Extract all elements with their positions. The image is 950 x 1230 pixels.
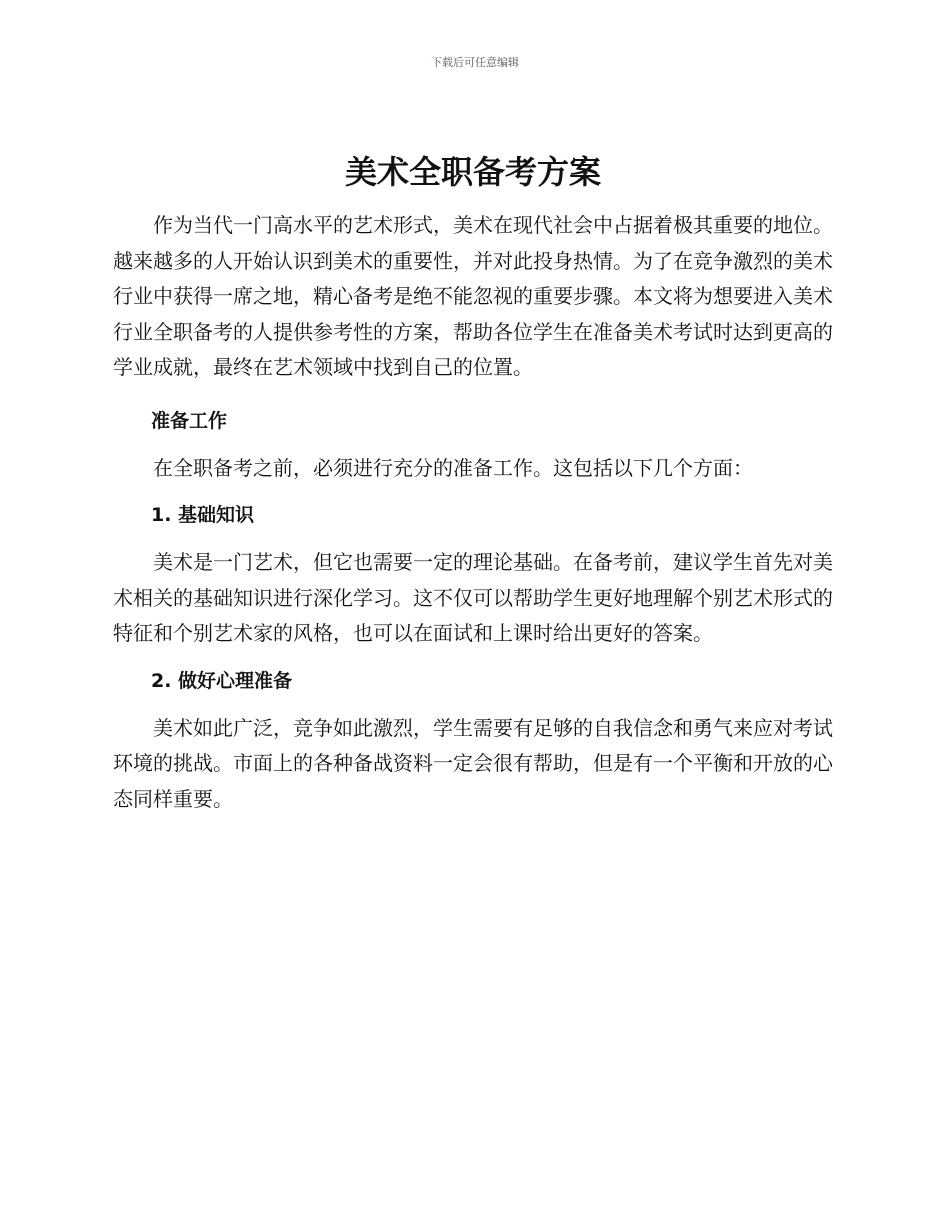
spacer <box>113 652 833 664</box>
spacer <box>113 486 833 498</box>
spacer <box>113 386 833 404</box>
intro-paragraph: 作为当代一门高水平的艺术形式，美术在现代社会中占据着极其重要的地位。越来越多的人开始认识到美术的重要性，并对此投身热情。为了在竞争激烈的美术行业中获得一席之地，精心备考是绝不能忽视的重要步骤。本文将为想要进入美术行业全职备考的人提供参考性的方案，帮助各位学生在准备美术考试时达到更高的学业成就，最终在艺术领域中找到自己的位置。 <box>113 213 833 379</box>
spacer <box>113 533 833 545</box>
document-body <box>113 150 833 817</box>
section-heading-mental-preparation: 2. 做好心理准备 <box>151 669 293 692</box>
section-body-mental-preparation: 美术如此广泛，竞争如此激烈，学生需要有足够的自我信念和勇气来应对考试环境的挑战。市面上的各种备战资料一定会很有帮助，但是有一个平衡和开放的心态同样重要。 <box>113 715 833 811</box>
spacer <box>113 699 833 711</box>
spacer <box>113 439 833 451</box>
section-body-basic-knowledge: 美术是一门艺术，但它也需要一定的理论基础。在备考前，建议学生首先对美术相关的基础知识进行深化学习。这不仅可以帮助学生更好地理解个别艺术形式的特征和个别艺术家的风格，也可以在面试和上课时给出更好的答案。 <box>113 550 833 645</box>
section-heading-preparation: 准备工作 <box>151 409 228 432</box>
header-note: 下载后可任意编辑 <box>431 56 519 69</box>
document-title: 美术全职备考方案 <box>344 153 601 191</box>
section-heading-basic-knowledge: 1. 基础知识 <box>151 504 255 526</box>
section-body-preparation: 在全职备考之前，必须进行充分的准备工作。这包括以下几个方面： <box>153 455 753 480</box>
